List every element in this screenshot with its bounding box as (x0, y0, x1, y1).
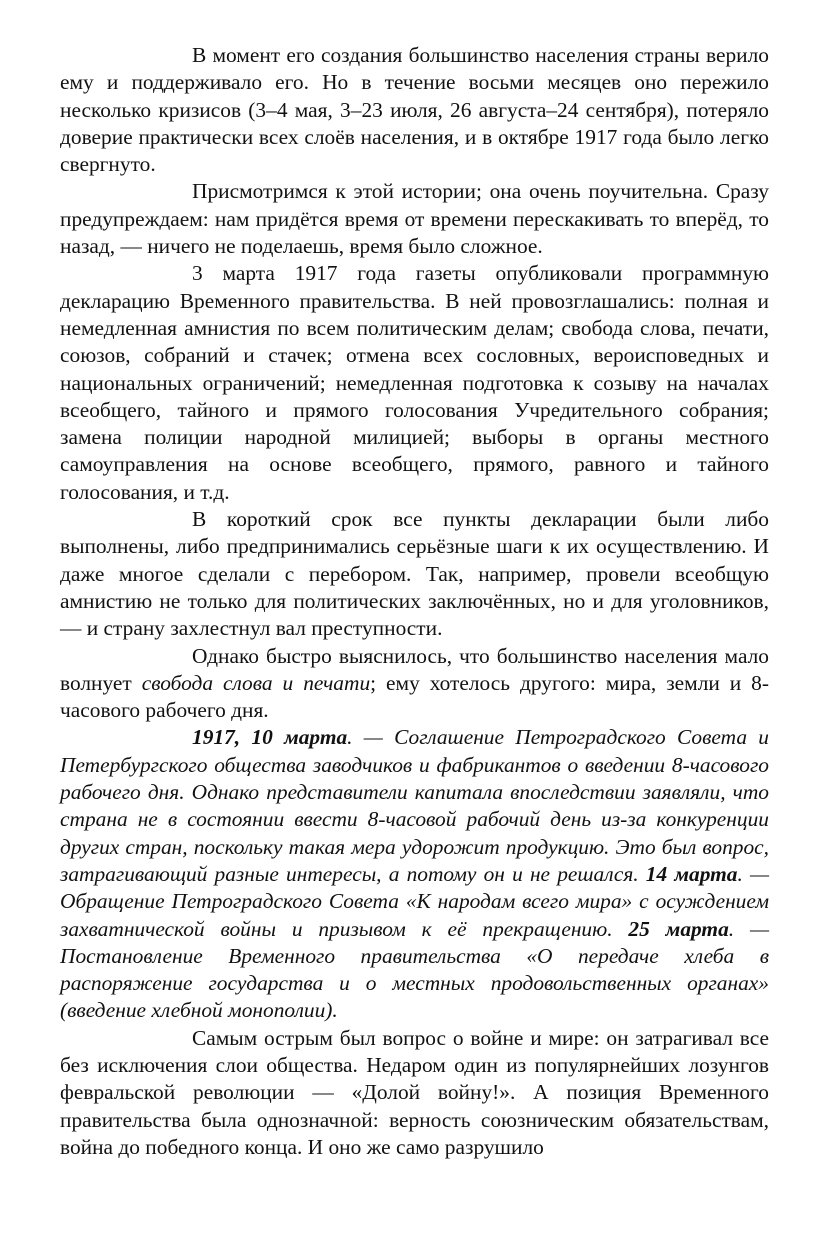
chronology-entry: . — Соглашение Петроградского Совета и Петербургского общества заводчиков и фабрикантов о введении 8-часового рабочего дня. Однако представители капитала впоследствии заявляли, что страна не в состоянии ввести 8-часовой рабочий день из-за конкуренции других стран, поскольку такая мера удорожит продукцию. Это был вопрос, затрагивающий разные интересы, а потому он и не решался. (60, 725, 770, 886)
paragraph-implementation: В короткий срок все пункты декларации были либо выполнены, либо предпринимались серьёзные шаги к их осуществлению. И даже многое сделали с перебором. Так, например, провели всеобщую амнистию не только для политических заключённых, но и для уголовников, — и страну захлестнул вал преступности. (60, 507, 769, 641)
paragraph-declaration: 3 марта 1917 года газеты опубликовали программную декларацию Временного правительства. В ней провозглашались: полная и немедленная амнистия по всем политическим делам; свобода слова, печати, союзов, собраний и стачек; отмена всех сословных, вероисповедных и национальных ограничений; немедленная подготовка к созыву на началах всеобщего, тайного и прямого голосования Учредительного собрания; замена полиции народной милицией; выборы в органы местного самоуправления на основе всеобщего, прямого, равного и тайного голосования, и т.д. (60, 261, 769, 504)
italic-phrase: свобода слова и печати (141, 670, 371, 695)
paragraph-chronology (60, 724, 769, 1024)
chronology-date: 14 марта (645, 861, 738, 886)
document-page (60, 42, 769, 1161)
chronology-date: 25 марта (628, 916, 729, 941)
chronology-entry: . — Обращение Петроградского Совета «К народам всего мира» с осуждением захватнической войны и призывом к её прекращению. (60, 861, 770, 941)
paragraph-war-question: Самым острым был вопрос о войне и мире: он затрагивал все без исключения слои общества. Недаром один из популярнейших лозунгов февральской революции — «Долой войну!». А позиция Временного правительства была однозначной: верность союзническим обязательствам, война до победного конца. И оно же само разрушило (60, 1025, 769, 1159)
text-run: Однако быстро выяснилось, что большинство населения мало волнует (60, 643, 769, 695)
paragraph-history: Присмотримся к этой истории; она очень поучительна. Сразу предупреждаем: нам придётся время от времени перескакивать то вперёд, то назад, — ничего не поделаешь, время было сложное. (60, 179, 769, 259)
chronology-entry: . — Постановление Временного правительства «О передаче хлеба в распоряжение государства и о местных продовольственных органах» (введение хлебной монополии). (60, 916, 769, 1023)
paragraph-intro: В момент его создания большинство населения страны верило ему и поддерживало его. Но в течение восьми месяцев оно пережило несколько кризисов (3–4 мая, 3–23 июля, 26 августа–24 сентября), потеряло доверие практически всех слоёв населения, и в октябре 1917 года было легко свергнуто. (60, 43, 769, 177)
text-run: ; ему хотелось другого: мира, земли и 8-часового рабочего дня. (60, 670, 769, 723)
chronology-date: 1917, 10 марта (192, 725, 348, 750)
paragraph-population (60, 643, 769, 725)
